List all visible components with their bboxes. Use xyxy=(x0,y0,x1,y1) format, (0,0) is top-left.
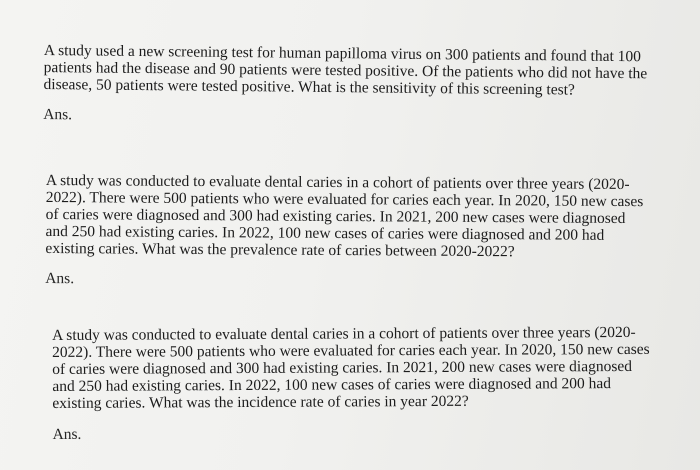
question-3-line: existing caries. What was the incidence rate of caries in year 2022? xyxy=(52,392,469,412)
question-1-line: A study used a new screening test for human papilloma virus on 300 patients and found that 100 xyxy=(43,42,642,66)
question-2 xyxy=(45,172,643,291)
question-2-line: of caries were diagnosed and 300 had existing caries. In 2021, 200 new cases were diagnosed xyxy=(45,205,626,228)
question-3-line: A study was conducted to evaluate dental caries in a cohort of patients over three years (2020- xyxy=(52,323,636,344)
question-3-line: of caries were diagnosed and 300 had existing caries. In 2021, 200 new cases were diagnosed xyxy=(52,357,633,378)
question-2-line: and 250 had existing caries. In 2022, 100 new cases of caries were diagnosed and 200 had xyxy=(45,222,605,244)
question-3-line: and 250 had existing caries. In 2022, 100 new cases of caries were diagnosed and 200 had xyxy=(52,375,612,395)
question-3-line: 2022). There were 500 patients who were evaluated for caries each year. In 2020, 150 new cases xyxy=(52,340,650,361)
answer-label: Ans. xyxy=(45,269,75,288)
question-1-line: disease, 50 patients were tested positive. What is the sensitivity of this screening test? xyxy=(43,75,575,99)
question-1 xyxy=(43,42,647,129)
question-2-line: A study was conducted to evaluate dental caries in a cohort of patients over three years (2020- xyxy=(45,172,630,194)
question-2-line: 2022). There were 500 patients who were evaluated for caries each year. In 2020, 150 new cases xyxy=(45,188,644,211)
question-3 xyxy=(52,324,650,443)
question-1-line: patients had the disease and 90 patients were tested positive. Of the patients who did not have the xyxy=(43,58,648,83)
question-2-line: existing caries. What was the prevalence rate of caries between 2020-2022? xyxy=(45,239,515,261)
answer-label: Ans. xyxy=(52,425,82,443)
answer-label: Ans. xyxy=(43,105,73,124)
